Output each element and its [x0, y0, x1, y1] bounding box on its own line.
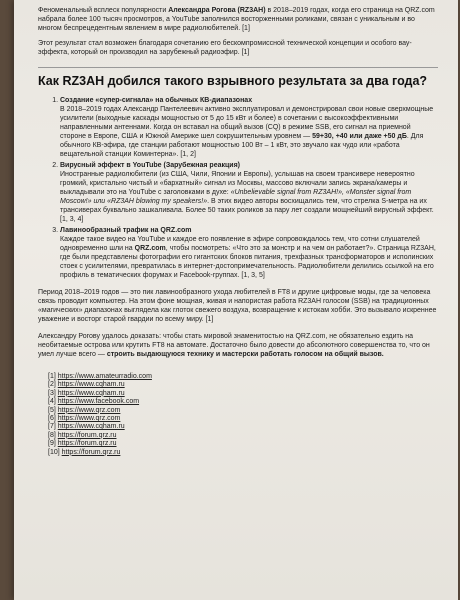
- list-item: [60, 226, 438, 280]
- document-page: [14, 0, 458, 600]
- list-item-title: Вирусный эффект в YouTube (Зарубежная реакция): [60, 162, 241, 169]
- reference-number: [8]: [48, 431, 56, 439]
- reference-link[interactable]: https://www.cqham.ru: [57, 423, 125, 431]
- body-highlight: 59+30, +40 или даже +50 дБ: [312, 133, 407, 140]
- intro-text: Феноменальный всплеск популярности: [38, 7, 169, 14]
- list-item-title: Лавинообразный трафик на QRZ.com: [60, 227, 192, 234]
- reference-item: [48, 415, 438, 423]
- reference-number: [3]: [48, 389, 56, 397]
- body-text: . Для обычного КВ-эфира, где станции работают мощностью 100 Вт – 1 кВт, это звучало как чудо или «работа вещательной станции Коминтерна». [1, 2]: [60, 133, 424, 158]
- reference-item: [48, 407, 438, 415]
- reference-link[interactable]: https://forum.qrz.ru: [57, 440, 117, 448]
- intro-name: Александра Рогова (RZ3AH): [168, 7, 266, 14]
- body-highlight: QRZ.com: [134, 245, 166, 252]
- body-text: , чтобы посмотреть: «Что это за монстр и на чем он работает?». Страница RZ3AH, где были представлены фотографии его гигантских блоков питания, трехфазных трансформаторов и исполинских стоек с усилителями, превратилась в интернет-достопримечательность. Радиолюбители делились ссылкой на его профиль в тематических форумах и Facebook-группах. [1, 3, 5]: [60, 245, 436, 279]
- summary-paragraph-2: [38, 332, 438, 359]
- reference-number: [5]: [48, 406, 56, 414]
- intro-text: в 2018–2019 годах, когда его страница на QRZ.com набрала более 100 тысяч просмотров, а YouTube заполнился восторженными роликами, связан с уникальным и во многом беспрецедентным явлением в мире радиолюбителей. [1]: [38, 7, 435, 32]
- reference-link[interactable]: https://forum.qrz.ru: [61, 448, 121, 456]
- section-heading: Как RZ3AH добился такого взрывного результата за два года?: [38, 74, 428, 88]
- reference-link[interactable]: https://www.amateurradio.com: [57, 373, 152, 380]
- body-text: В 2018–2019 годах Александр Пантелеевич активно эксплуатировал и демонстрировал свои новые сверхмощные усилители (выходные каскады мощностью от 5 до 15 кВт и более) в сочетании с высокоэффективными направленными антеннами. Когда он вставал на общий вызов (CQ) в режиме SSB, его сигнал на приемной стороне в Европе, США и Южной Америке шел сокрушительным уровнем —: [60, 106, 434, 140]
- reference-item: [48, 373, 438, 381]
- reference-item: [48, 440, 438, 448]
- list-item-title: Создание «супер-сигнала» на обычных КВ-диапазонах: [60, 97, 253, 104]
- reference-number: [10]: [48, 448, 60, 456]
- list-item: [60, 96, 438, 159]
- reference-number: [6]: [48, 415, 56, 423]
- references-list: [38, 373, 438, 457]
- reference-number: [2]: [48, 381, 56, 389]
- body-quote: «Unbelievable signal from RZ3AH!», «Monster signal from Moscow!» или «RZ3AH blowing my speakers!»: [60, 189, 412, 205]
- reference-link[interactable]: https://www.qrz.com: [57, 415, 121, 423]
- reference-link[interactable]: https://www.facebook.com: [57, 398, 140, 406]
- reference-number: [7]: [48, 423, 56, 431]
- reference-link[interactable]: https://www.cqham.ru: [57, 381, 125, 389]
- reference-link[interactable]: https://forum.qrz.ru: [57, 431, 117, 439]
- reference-item: [48, 432, 438, 440]
- list-item-body: [60, 235, 438, 280]
- intro-paragraph-2: Этот результат стал возможен благодаря сочетанию его бескомпромиссной технической концепции и особого вау-эффекта, который он производил на зарубежный радиоэфир. [1]: [38, 40, 412, 56]
- list-item: [60, 161, 438, 224]
- reference-link[interactable]: https://www.qrz.com: [57, 406, 121, 414]
- reference-item: [48, 423, 438, 431]
- reference-number: [4]: [48, 398, 56, 406]
- list-item-body: [60, 105, 438, 159]
- reference-item: [48, 398, 438, 406]
- body-text: Александру Рогову удалось доказать: чтобы стать мировой знаменитостью на QRZ.com, не обязательно ездить на необитаемые острова или крутить FT8 на автомате. Достаточно было довести до абсолютного совершенства то, что он умел лучше всего —: [38, 333, 430, 358]
- reference-item: [48, 390, 438, 398]
- document-content: [38, 6, 438, 457]
- body-text: . В этих видео авторы восхищались тем, что стрелка S-метра на их трансиверах буквально зашкаливала. Более 50 таких роликов за пару лет создали мощнейший вирусный эффект. [1, 3, 4]: [60, 198, 434, 223]
- list-item-body: [60, 170, 438, 224]
- reference-item: [48, 381, 438, 389]
- reference-number: [9]: [48, 440, 56, 448]
- numbered-list: [38, 96, 438, 280]
- reference-link[interactable]: https://www.cqham.ru: [57, 389, 125, 397]
- body-text: Каждое такое видео на YouTube и каждое его появление в эфире сопровождалось тем, что сотни слушателей одновременно шли на: [60, 236, 420, 252]
- divider: [38, 67, 438, 68]
- body-highlight: строить выдающуюся технику и мастерски работать голосом на общий вызов.: [106, 351, 384, 358]
- reference-number: [1]: [48, 373, 56, 380]
- body-text: Иностранные радиолюбители (из США, Чили, Японии и Европы), услышав на своем трансивере невероятно громкий, кристально чистый и «бархатный» сигнал из Москвы, массово включали запись экрана/камеры и выкладывали это на YouTube с заголовками в духе:: [60, 171, 415, 196]
- intro-paragraph-1: [38, 6, 438, 33]
- reference-item: [48, 449, 438, 457]
- summary-paragraph-1: Период 2018–2019 годов — это пик лавинообразного ухода любителей в FT8 и другие цифровые моды, где за человека связь проводит компьютер. На этом фоне мощная, живая и напористая работа RZ3AH голосом (SSB) на традиционных «магических» диапазонах выглядела как глоток свежего воздуха, возвращение к истокам хобби. Это вызывало искреннее уважение и восторг старой гвардии по всему миру. [1]: [38, 289, 437, 323]
